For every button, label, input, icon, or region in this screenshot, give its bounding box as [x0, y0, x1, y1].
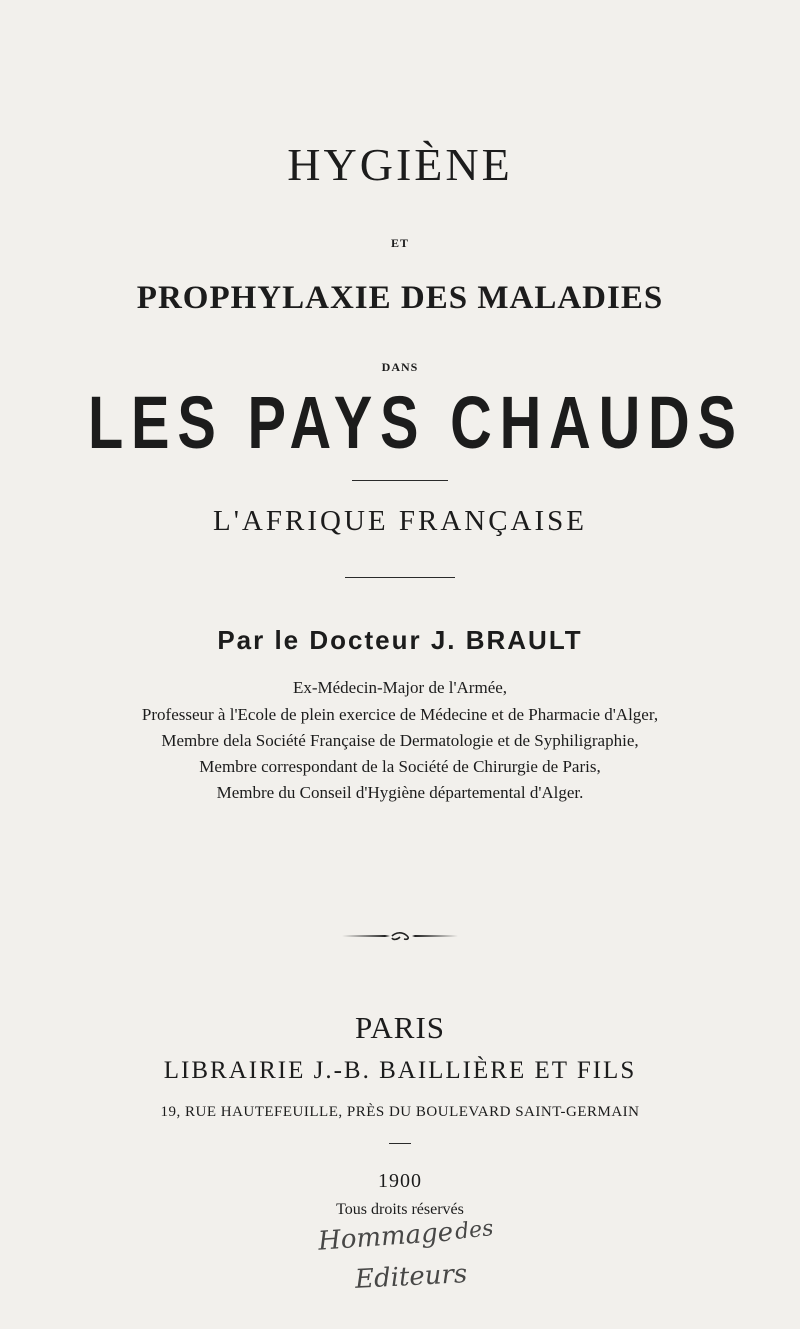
handwritten-inscription: des: [453, 1216, 495, 1245]
divider-short: [352, 480, 448, 481]
handwritten-inscription: Hommage: [317, 1217, 455, 1257]
divider-tiny: [389, 1143, 411, 1144]
author-byline: Par le Docteur J. BRAULT: [217, 625, 583, 655]
title-connector-et: ET: [390, 236, 409, 250]
title-prophylaxie: PROPHYLAXIE DES MALADIES: [136, 280, 664, 316]
handwritten-inscription: Editeurs: [354, 1259, 469, 1295]
credential-line: Ex-Médecin-Major de l'Armée,: [292, 678, 508, 697]
divider-medium: [345, 577, 455, 578]
ornament-divider-icon: [340, 929, 460, 943]
publication-year: 1900: [378, 1170, 422, 1192]
credential-line: Membre du Conseil d'Hygiène départemental d'Alger.: [216, 783, 584, 802]
publisher-name: LIBRAIRIE J.-B. BAILLIÈRE ET FILS: [163, 1057, 637, 1084]
title-connector-dans: DANS: [381, 360, 419, 374]
publisher-city: PARIS: [354, 1010, 446, 1045]
subtitle-afrique: L'AFRIQUE FRANÇAISE: [212, 505, 587, 537]
credential-line: Professeur à l'Ecole de plein exercice de Médecine et de Pharmacie d'Alger,: [141, 705, 659, 724]
credential-line: Membre correspondant de la Société de Chirurgie de Paris,: [199, 757, 601, 776]
publisher-address: 19, RUE HAUTEFEUILLE, PRÈS DU BOULEVARD SAINT-GERMAIN: [160, 1104, 640, 1120]
rights-notice: Tous droits réservés: [336, 1201, 464, 1218]
title-pays-chauds: LES PAYS CHAUDS: [88, 381, 744, 464]
title-hygiene: HYGIÈNE: [287, 139, 513, 190]
credential-line: Membre dela Société Française de Dermatologie et de Syphiligraphie,: [161, 731, 639, 750]
